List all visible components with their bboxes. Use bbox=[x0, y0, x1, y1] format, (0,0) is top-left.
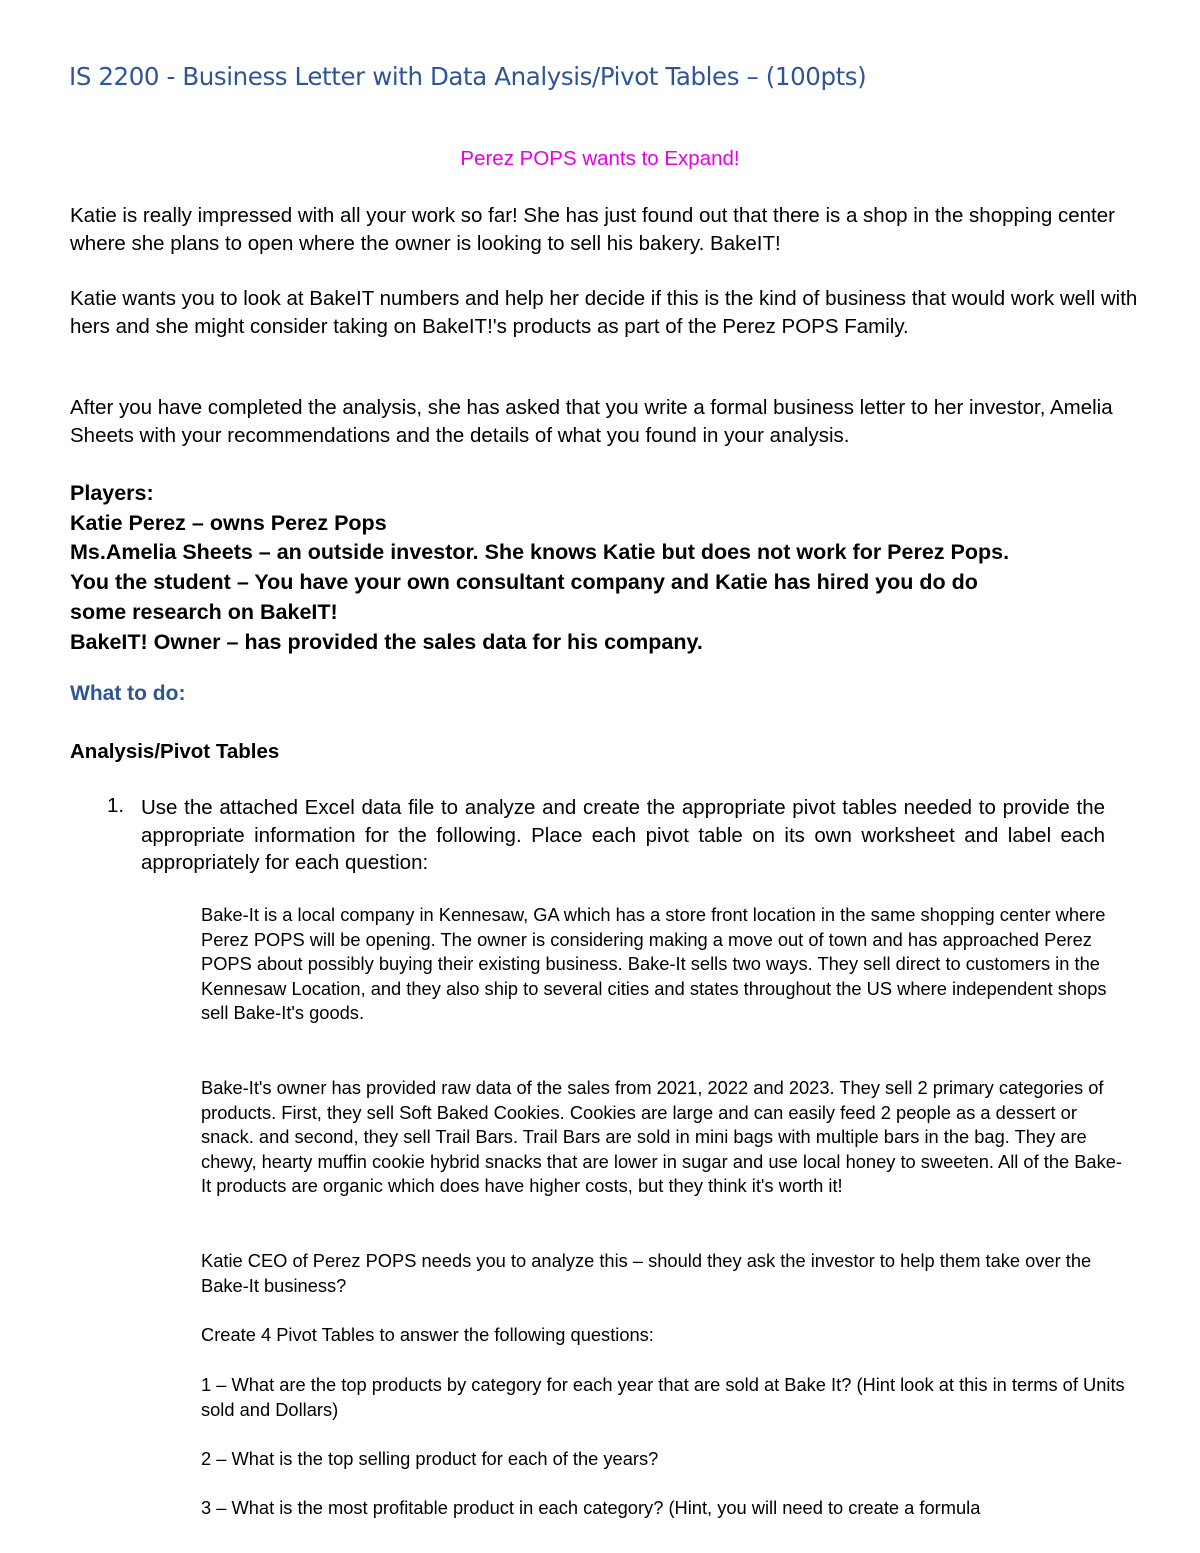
question-item: 3 – What is the most profitable product in each category? (Hint, you will need to create a formula bbox=[201, 1497, 981, 1518]
inner-paragraph: Katie CEO of Perez POPS needs you to analyze this – should they ask the investor to help them take over the Bake-It business? bbox=[201, 1250, 1092, 1296]
player-line: You the student – You have your own consultant company and Katie has hired you do do bbox=[70, 570, 978, 595]
players-section bbox=[70, 479, 1170, 657]
inner-paragraph: Bake-It is a local company in Kennesaw, GA which has a store front location in the same shopping center where Perez POPS will be opening. The owner is considering making a move out of town and has approached Perez POPS about possibly buying their existing business. Bake-It sells two ways. They sell direct to customers in the Kennesaw Location, and they also ship to several cities and states throughout the US where independent shops sell Bake-It's goods. bbox=[201, 904, 1107, 1024]
what-to-do-heading: What to do: bbox=[70, 682, 186, 705]
inner-paragraph: Bake-It's owner has provided raw data of the sales from 2021, 2022 and 2023. They sell 2 primary categories of products. First, they sell Soft Baked Cookies. Cookies are large and can easily feed 2 people as a dessert or snack. and second, they sell Trail Bars. Trail Bars are sold in mini bags with multiple bars in the bag. They are chewy, hearty muffin cookie hybrid snacks that are lower in sugar and use local honey to sweeten. All of the Bake-It products are organic which does have higher costs, but they think it's worth it! bbox=[201, 1077, 1122, 1197]
question-item: 1 – What are the top products by category for each year that are sold at Bake It? (Hint look at this in terms of Units sold and Dollars) bbox=[201, 1374, 1125, 1420]
inner-paragraph: Create 4 Pivot Tables to answer the following questions: bbox=[201, 1324, 654, 1345]
player-line: Katie Perez – owns Perez Pops bbox=[70, 510, 387, 535]
player-line: Ms.Amelia Sheets – an outside investor. She knows Katie but does not work for Perez Pops. bbox=[70, 540, 1010, 565]
list-item-text: Use the attached Excel data file to analyze and create the appropriate pivot tables needed to provide the appropriate information for the following. Place each pivot table on its own worksheet and label each appropriately for each question: bbox=[141, 796, 1105, 874]
players-heading: Players: bbox=[70, 481, 154, 505]
intro-paragraph: Katie is really impressed with all your work so far! She has just found out that there is a shop in the shopping center where she plans to open where the owner is looking to sell his bakery. BakeIT! bbox=[70, 204, 1115, 255]
player-line: BakeIT! Owner – has provided the sales data for his company. bbox=[70, 629, 703, 654]
list-item-number: 1. bbox=[107, 794, 125, 817]
question-item: 2 – What is the top selling product for each of the years? bbox=[201, 1448, 659, 1469]
intro-paragraph: Katie wants you to look at BakeIT numbers and help her decide if this is the kind of business that would work well with hers and she might consider taking on BakeIT!'s products as part of the Perez POPS Family. bbox=[70, 287, 1138, 338]
document-title: IS 2200 - Business Letter with Data Analysis/Pivot Tables – (100pts) bbox=[69, 62, 867, 91]
analysis-heading: Analysis/Pivot Tables bbox=[70, 740, 280, 763]
document-subtitle: Perez POPS wants to Expand! bbox=[460, 147, 740, 170]
player-line: some research on BakeIT! bbox=[70, 599, 338, 624]
intro-paragraph: After you have completed the analysis, she has asked that you write a formal business letter to her investor, Amelia Sheets with your recommendations and the details of what you found in your analysis. bbox=[70, 396, 1113, 447]
